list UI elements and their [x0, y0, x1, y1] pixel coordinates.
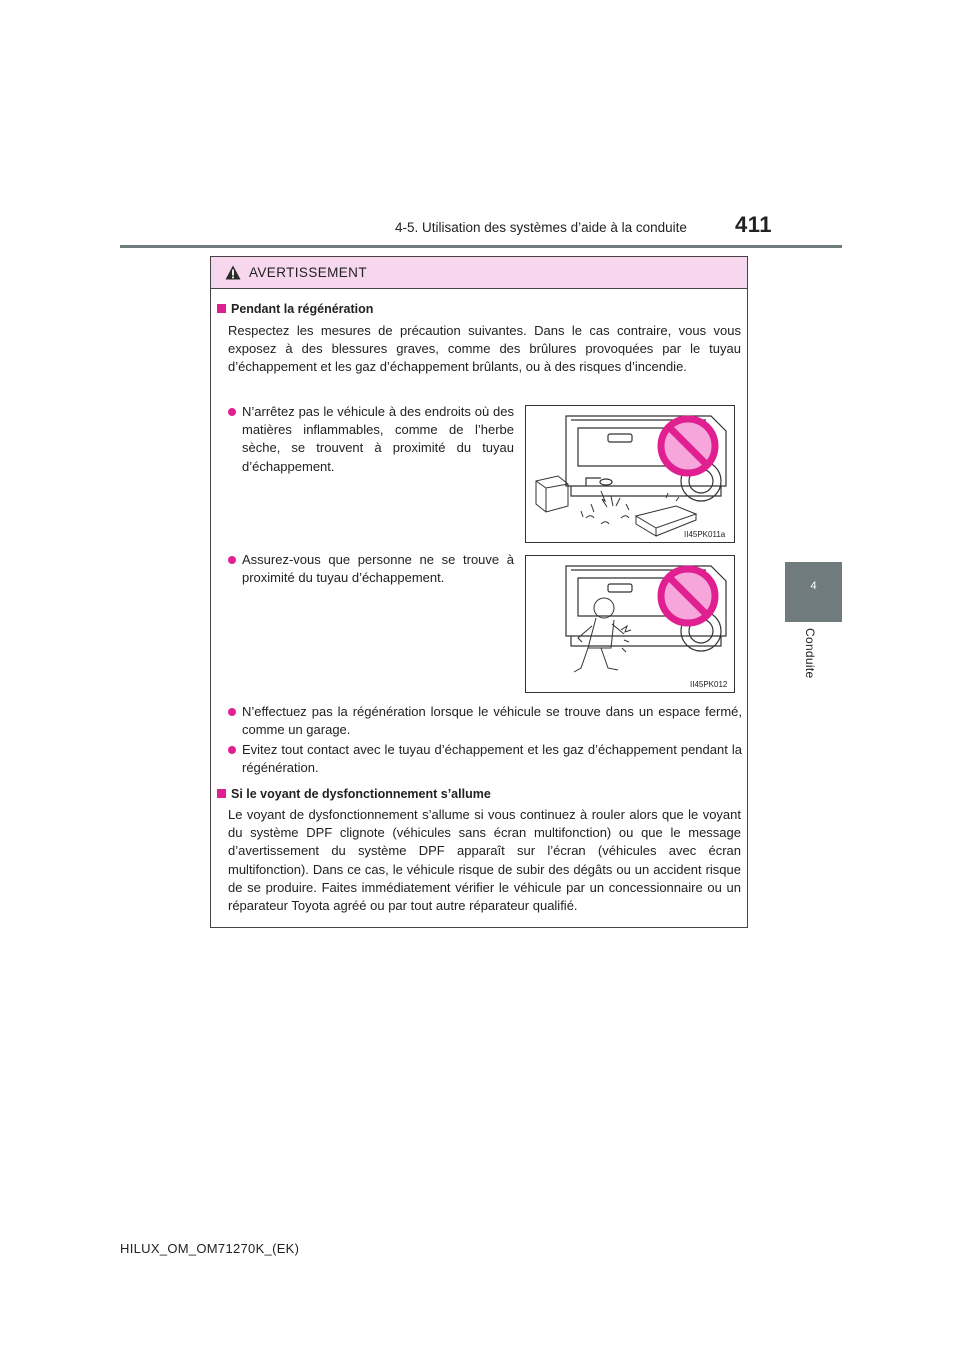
- round-bullet-icon: [228, 708, 236, 716]
- illustration-person: [525, 555, 735, 693]
- round-bullet-icon: [228, 746, 236, 754]
- square-bullet-icon: [217, 304, 226, 313]
- illustration-flammable: [525, 405, 735, 543]
- figure-code: II45PK011a: [684, 530, 726, 539]
- truck-person-illustration: [526, 556, 734, 692]
- page-number: 411: [735, 212, 772, 237]
- section-title: 4-5. Utilisation des systèmes d’aide à la conduite: [395, 220, 687, 235]
- warning-header: [211, 257, 747, 289]
- document-code: HILUX_OM_OM71270K_(EK): [120, 1241, 300, 1256]
- chapter-tab: [785, 562, 842, 622]
- figure-code: II45PK012: [690, 680, 728, 689]
- header-rule: [120, 245, 842, 248]
- bullet-flammable: N’arrêtez pas le véhicule à des endroits où des matières inflammables, comme de l’herbe sèche, se trouvent à proximité du tuyau d’échappement.: [242, 403, 514, 476]
- round-bullet-icon: [228, 556, 236, 564]
- chapter-number: 4: [810, 580, 817, 592]
- square-bullet-icon: [217, 789, 226, 798]
- round-bullet-icon: [228, 408, 236, 416]
- section-heading-regeneration: Pendant la régénération: [217, 302, 373, 316]
- chapter-label: Conduite: [803, 628, 817, 679]
- truck-grass-illustration: [526, 406, 734, 542]
- bullet-no-person: Assurez-vous que personne ne se trouve à proximité du tuyau d’échappement.: [242, 551, 514, 587]
- warning-box: [210, 256, 748, 928]
- warning-title: AVERTISSEMENT: [249, 265, 367, 280]
- section-intro-regeneration: Respectez les mesures de précaution suivantes. Dans le cas contraire, vous vous exposez à des blessures graves, comme des brûlures provoquées par le tuyau d’échappement et les gaz d’échappement brûlants, ou à des risques d’incendie.: [228, 323, 741, 375]
- section-intro-malfunction: Le voyant de dysfonctionnement s’allume si vous continuez à rouler alors que le voyant du système DPF clignote (véhicules sans écran multifonction) ou que le message d’avertissement du système DPF apparaît sur l’écran (véhicules avec écran multifonction). Dans ce cas, le véhicule risque de subir des dégâts ou un accident risque de se produire. Faites immédiatement vérifier le véhicule par un concessionnaire ou un réparateur Toyota agréé ou par tout autre réparateur qualifié.: [228, 807, 741, 914]
- section-heading-malfunction: Si le voyant de dysfonctionnement s’allume: [217, 787, 491, 801]
- warning-triangle-icon: [225, 265, 241, 280]
- bullet-avoid-contact: Evitez tout contact avec le tuyau d’échappement et les gaz d’échappement pendant la régénération.: [242, 741, 742, 777]
- bullet-closed-space: N’effectuez pas la régénération lorsque le véhicule se trouve dans un espace fermé, comme un garage.: [242, 703, 742, 739]
